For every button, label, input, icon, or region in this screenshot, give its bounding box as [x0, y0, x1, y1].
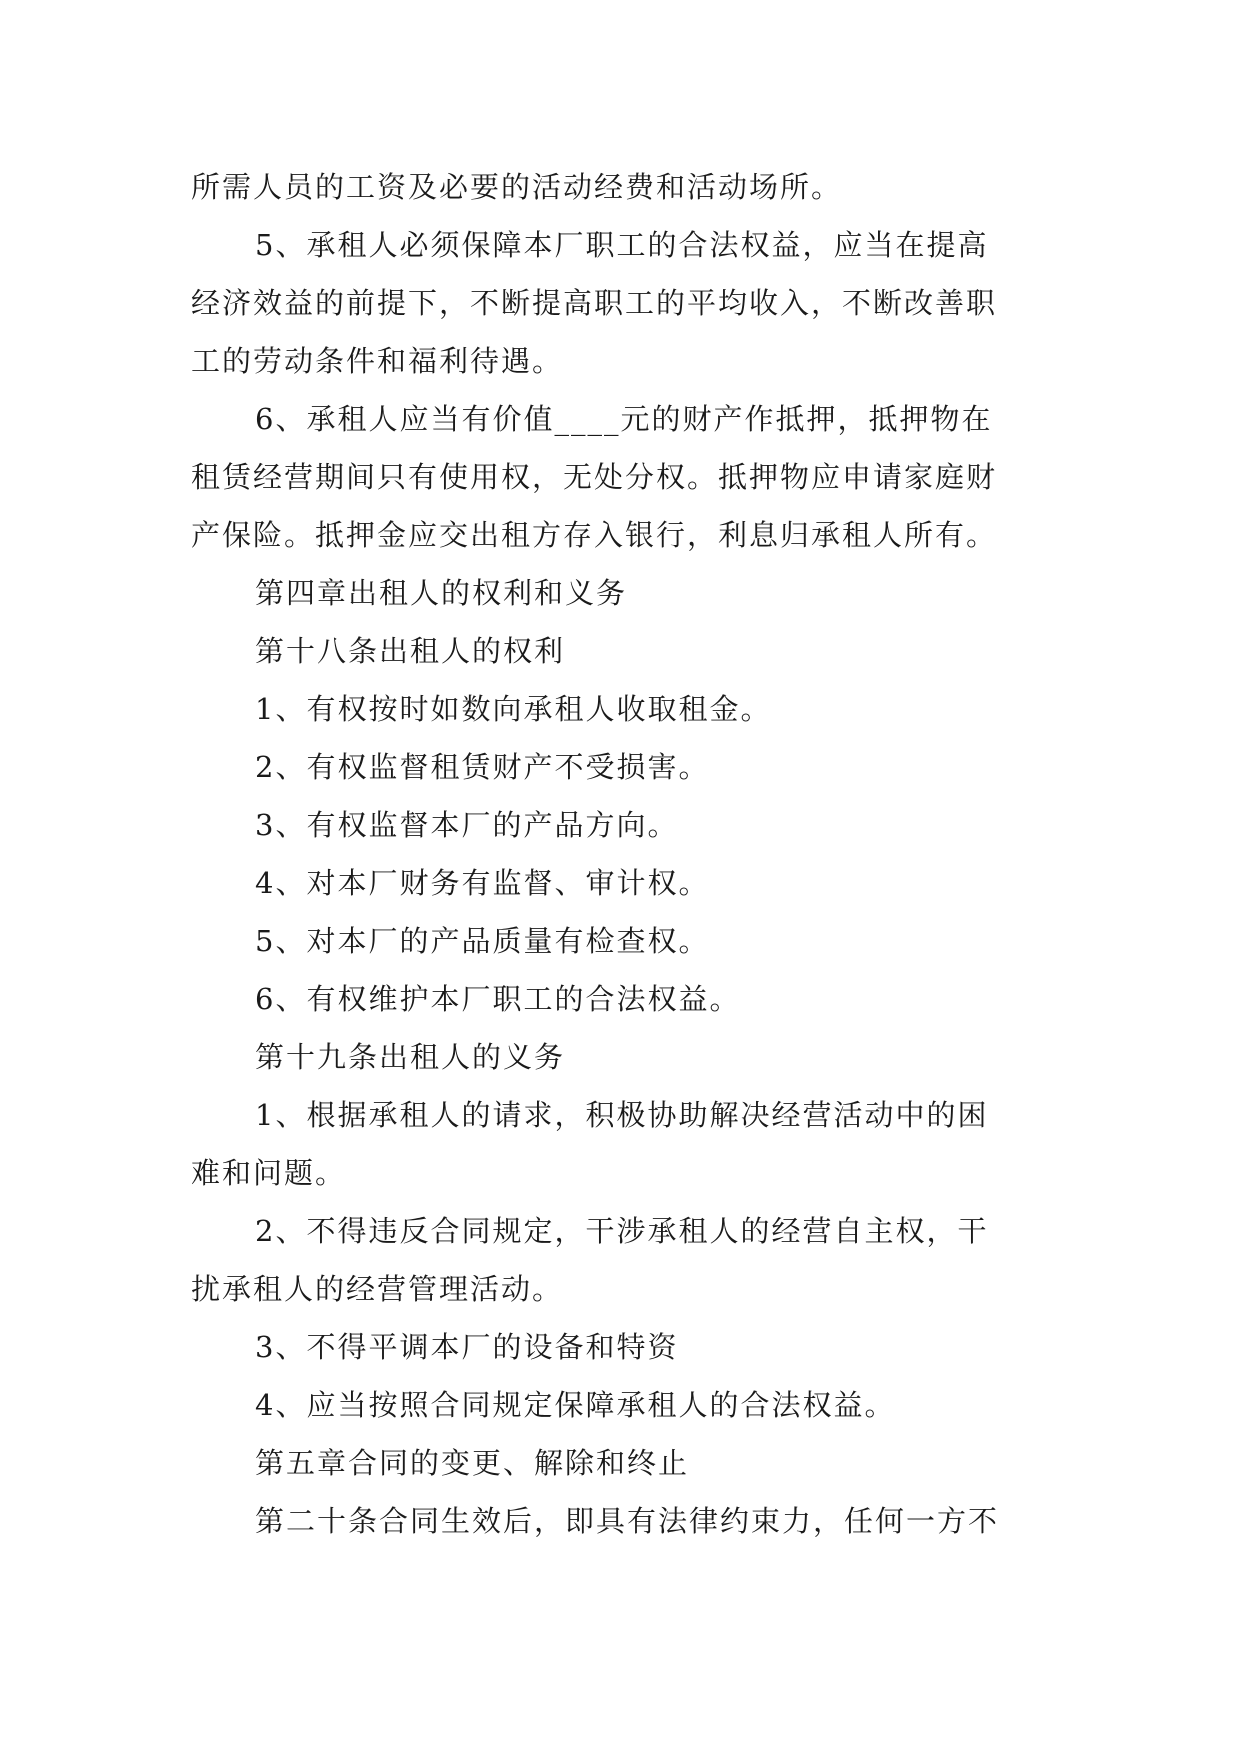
text-line: 1、根据承租人的请求，积极协助解决经营活动中的困	[255, 1098, 989, 1132]
text-line: 4、应当按照合同规定保障承租人的合法权益。	[255, 1388, 896, 1422]
text-line: 6、承租人应当有价值____元的财产作抵押，抵押物在	[255, 402, 993, 436]
text-line: 2、有权监督租赁财产不受损害。	[255, 750, 710, 784]
text-line: 3、不得平调本厂的设备和特资	[255, 1330, 679, 1364]
text-line: 6、有权维护本厂职工的合法权益。	[255, 982, 741, 1016]
article-heading: 第十八条出租人的权利	[255, 634, 566, 668]
text-line: 5、承租人必须保障本厂职工的合法权益，应当在提高	[255, 228, 989, 262]
text-line: 难和问题。	[191, 1156, 347, 1190]
document-body	[191, 158, 1061, 1550]
chapter-heading: 第五章合同的变更、解除和终止	[255, 1446, 690, 1480]
chapter-heading: 第四章出租人的权利和义务	[255, 576, 628, 610]
text-line: 5、对本厂的产品质量有检查权。	[255, 924, 710, 958]
text-line: 1、有权按时如数向承租人收取租金。	[255, 692, 772, 726]
text-line: 3、有权监督本厂的产品方向。	[255, 808, 679, 842]
text-line: 第二十条合同生效后，即具有法律约束力，任何一方不	[255, 1504, 1000, 1538]
text-line: 经济效益的前提下，不断提高职工的平均收入，不断改善职	[191, 286, 998, 320]
text-line: 4、对本厂财务有监督、审计权。	[255, 866, 710, 900]
text-line: 工的劳动条件和福利待遇。	[191, 344, 564, 378]
text-line: 所需人员的工资及必要的活动经费和活动场所。	[191, 170, 843, 204]
text-line: 产保险。抵押金应交出租方存入银行，利息归承租人所有。	[191, 518, 998, 552]
text-line: 2、不得违反合同规定，干涉承租人的经营自主权，干	[255, 1214, 989, 1248]
text-line: 扰承租人的经营管理活动。	[191, 1272, 564, 1306]
text-line: 租赁经营期间只有使用权，无处分权。抵押物应申请家庭财	[191, 460, 998, 494]
article-heading: 第十九条出租人的义务	[255, 1040, 566, 1074]
